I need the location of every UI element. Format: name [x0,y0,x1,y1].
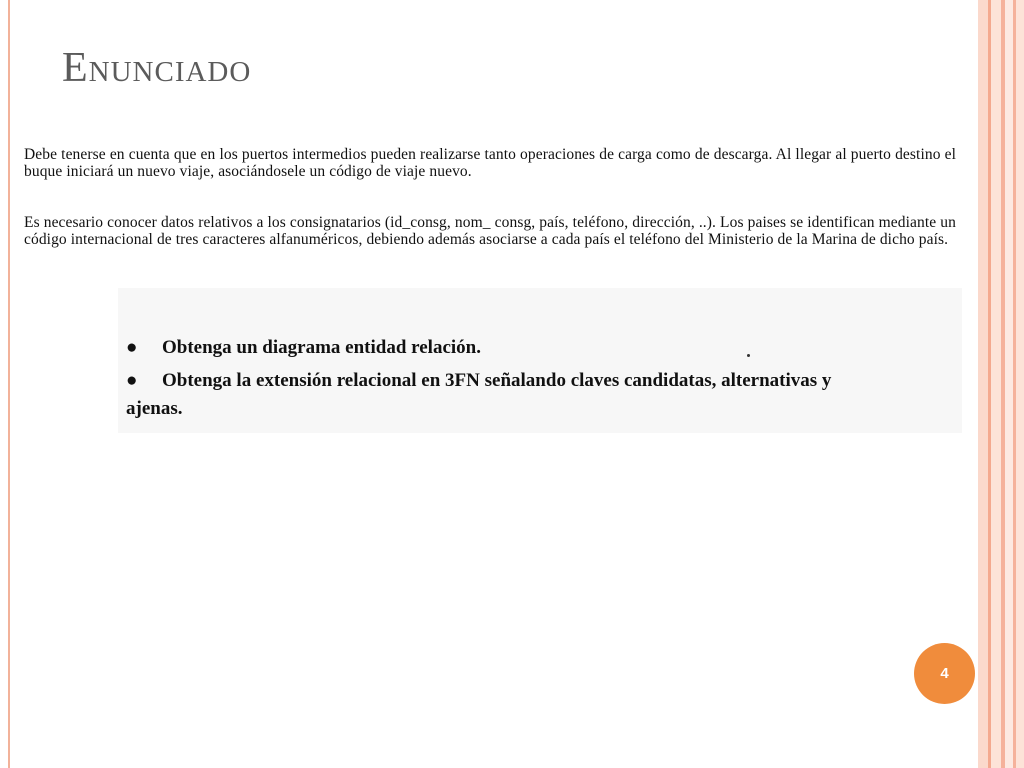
scanned-task-image [118,288,962,433]
right-decor-stripe [991,0,1001,768]
scan-paragraph-1: Debe tenerse en cuenta que en los puertos intermedios pueden realizarse tanto operaciones de carga como de descarga. Al llegar al puerto destino el buque iniciará un nuevo viaje, asociándosele un código de viaje nuevo. [24,146,956,180]
task-item [126,367,846,423]
bullet-icon: ● [126,370,138,391]
page-number-badge: 4 [914,643,975,704]
right-decor-stripe [1005,0,1013,768]
task-item [126,334,826,362]
scanned-text-image [18,138,962,288]
right-decor-stripe [1016,0,1024,768]
slide-title: Enunciado [62,45,252,91]
task-item-text: Obtenga un diagrama entidad relación. [162,337,481,358]
bullet-icon: ● [126,337,138,358]
left-accent-stripe [8,0,10,768]
scan-artifact-dot [747,354,750,357]
right-decor-stripe [978,0,988,768]
task-item-text: Obtenga la extensión relacional en 3FN señalando claves candidatas, alternativas y ajenas. [126,370,832,419]
scan-paragraph-2: Es necesario conocer datos relativos a los consignatarios (id_consg, nom_ consg, país, teléfono, dirección, ..). Los paises se identifican mediante un código internacional de tres caracteres alfanuméricos, debiendo además asociarse a cada país el teléfono del Ministerio de la Marina de dicho país. [24,214,956,248]
